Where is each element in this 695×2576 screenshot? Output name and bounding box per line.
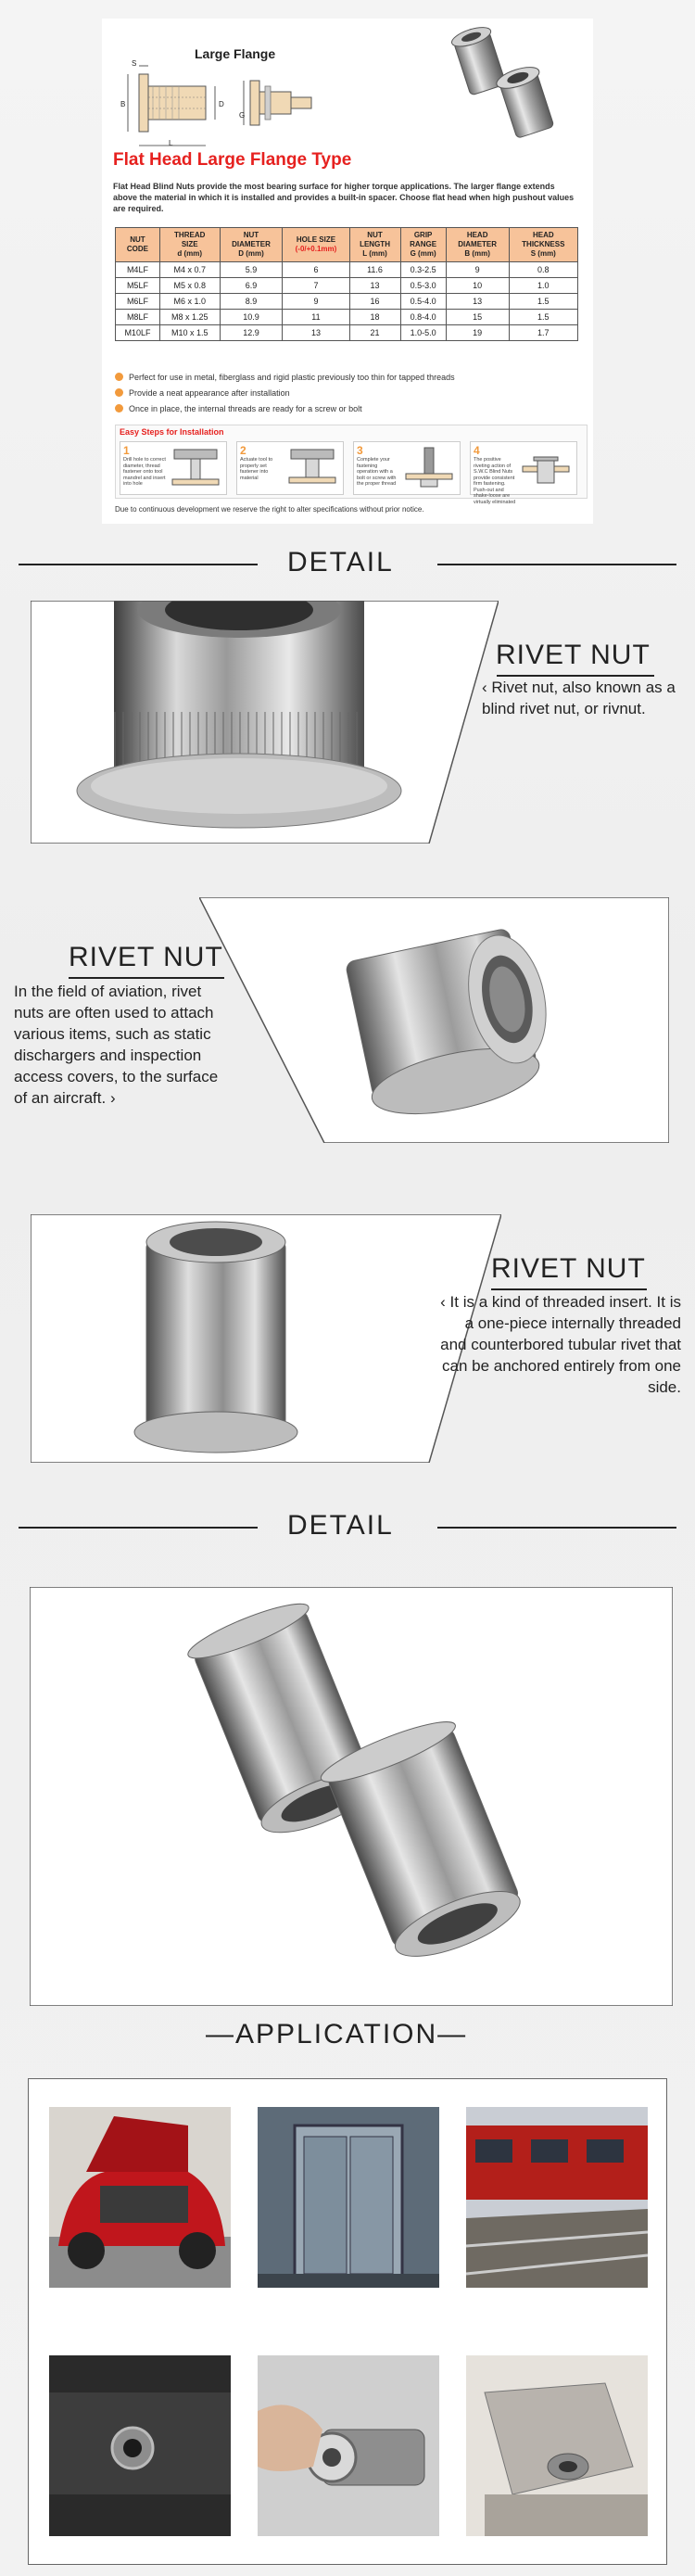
install-step-icon — [169, 446, 222, 492]
table-cell: M10LF — [116, 325, 160, 341]
table-cell: 19 — [446, 325, 509, 341]
table-cell: 13 — [283, 325, 349, 341]
detail-photo-2 — [199, 897, 669, 1143]
table-cell: 10 — [446, 278, 509, 294]
feature-item: Perfect for use in metal, fiberglass and rigid plastic previously too thin for tapped threads — [115, 369, 578, 385]
product-photo-small — [417, 19, 593, 148]
dim-s-label: S — [132, 59, 137, 68]
section-divider-right — [437, 564, 676, 565]
spec-title: Flat Head Large Flange Type — [113, 150, 352, 170]
table-cell: 1.0-5.0 — [400, 325, 446, 341]
table-cell: 0.5-3.0 — [400, 278, 446, 294]
installation-steps — [115, 425, 588, 505]
spec-table-header-cell: HEAD DIAMETER B (mm) — [446, 228, 509, 262]
detail-photo-1 — [31, 601, 499, 844]
table-cell: M5LF — [116, 278, 160, 294]
table-cell: 9 — [446, 262, 509, 278]
table-cell: M6 x 1.0 — [159, 294, 220, 310]
spec-description: Flat Head Blind Nuts provide the most bearing surface for higher torque applications. The larger flange extends above the material in which it is installed and provides a built-in spacer. Choose flat head when high pushout values are required. — [113, 182, 575, 213]
table-cell: 0.3-2.5 — [400, 262, 446, 278]
section-title-detail: DETAIL — [287, 1510, 394, 1541]
dim-g-label: G — [239, 111, 246, 120]
spec-table-header-cell: GRIP RANGE G (mm) — [400, 228, 446, 262]
dimension-diagram — [111, 60, 343, 162]
table-cell: 11 — [283, 310, 349, 325]
table-row — [116, 325, 578, 341]
application-car-photo — [49, 2107, 231, 2288]
detail-text-2: In the field of aviation, rivet nuts are often used to attach various items, such as static dischargers and inspection access covers, to the surface of an aircraft. › — [14, 983, 219, 1107]
table-cell: 12.9 — [220, 325, 283, 341]
feature-item: Provide a neat appearance after installation — [115, 385, 578, 400]
table-cell: M6LF — [116, 294, 160, 310]
install-step-icon — [402, 446, 456, 492]
install-step: 2 Actuate tool to properly set fastener into material — [236, 441, 344, 495]
dim-b-label: B — [120, 100, 126, 108]
feature-item: Once in place, the internal threads are ready for a screw or bolt — [115, 400, 578, 416]
installation-title: Easy Steps for Installation — [120, 427, 224, 437]
install-step: 1 Drill hole to correct diameter, thread fastener onto tool mandrel and insert into hole — [120, 441, 227, 495]
bullet-icon — [115, 373, 123, 381]
table-cell: M4LF — [116, 262, 160, 278]
table-cell: 15 — [446, 310, 509, 325]
table-cell: 10.9 — [220, 310, 283, 325]
table-cell: 1.0 — [509, 278, 577, 294]
detail-text-1: ‹ Rivet nut, also known as a blind rivet nut, or rivnut. — [482, 679, 676, 717]
table-cell: 1.5 — [509, 294, 577, 310]
chevron-left-icon: ‹ — [482, 679, 492, 696]
spec-table-header-cell: HOLE SIZE (-0/+0.1mm) — [283, 228, 349, 262]
table-cell: 9 — [283, 294, 349, 310]
section-divider-left — [19, 1527, 258, 1529]
install-step: 3 Complete your fastening operation with a bolt or screw with the proper thread — [353, 441, 461, 495]
table-cell: M10 x 1.5 — [159, 325, 220, 341]
detail-text-3: ‹ It is a kind of threaded insert. It is a one-piece internally threaded and counterbored tubular rivet that can be anchored entirely from one side. — [440, 1293, 681, 1396]
section-title-detail: DETAIL — [287, 547, 394, 577]
table-cell: 6.9 — [220, 278, 283, 294]
spec-table — [115, 227, 578, 341]
table-cell: 18 — [349, 310, 400, 325]
table-cell: 7 — [283, 278, 349, 294]
detail-photo-large — [30, 1587, 673, 2006]
spec-table-header-cell: NUT DIAMETER D (mm) — [220, 228, 283, 262]
spec-table-header-cell: HEAD THICKNESS S (mm) — [509, 228, 577, 262]
install-step: 4 The positive riveting action of S.W.C Blind Nuts provide consistent firm fastening. Push-out and shake-loose are virtually eliminated — [470, 441, 577, 495]
section-title-application: —APPLICATION— — [206, 2019, 468, 2049]
table-cell: M8LF — [116, 310, 160, 325]
chevron-right-icon: › — [106, 1089, 116, 1107]
table-cell: M5 x 0.8 — [159, 278, 220, 294]
bullet-icon — [115, 404, 123, 412]
spec-footnote: Due to continuous development we reserve the right to alter specifications without prior notice. — [115, 505, 424, 514]
large-flange-label: Large Flange — [195, 46, 276, 61]
detail-title-1: RIVET NUT — [496, 640, 651, 670]
spec-table-header-cell: NUT LENGTH L (mm) — [349, 228, 400, 262]
table-cell: 0.8-4.0 — [400, 310, 446, 325]
table-row — [116, 278, 578, 294]
table-cell: 6 — [283, 262, 349, 278]
table-cell: 8.9 — [220, 294, 283, 310]
application-panel-photo — [49, 2355, 231, 2536]
table-cell: 0.5-4.0 — [400, 294, 446, 310]
spec-table-header-row — [116, 228, 578, 262]
table-cell: 5.9 — [220, 262, 283, 278]
spec-table-header-cell: NUT CODE — [116, 228, 160, 262]
table-row — [116, 294, 578, 310]
table-cell: 21 — [349, 325, 400, 341]
feature-list — [115, 369, 578, 416]
chevron-left-icon: ‹ — [440, 1293, 450, 1311]
install-step-icon — [285, 446, 339, 492]
table-cell: M8 x 1.25 — [159, 310, 220, 325]
section-divider-right — [437, 1527, 676, 1529]
application-train-photo — [466, 2107, 648, 2288]
title-underline — [69, 977, 224, 979]
dim-d-label: D — [219, 100, 224, 108]
table-cell: 13 — [349, 278, 400, 294]
application-bracket-photo — [466, 2355, 648, 2536]
detail-photo-3 — [31, 1214, 501, 1463]
dim-l-label: L — [169, 139, 173, 147]
application-tool-photo — [258, 2355, 439, 2536]
spec-sheet — [102, 19, 593, 524]
table-row — [116, 310, 578, 325]
table-cell: 1.5 — [509, 310, 577, 325]
section-divider-left — [19, 564, 258, 565]
application-gallery — [28, 2078, 667, 2565]
bullet-icon — [115, 388, 123, 397]
table-cell: 13 — [446, 294, 509, 310]
detail-title-2: RIVET NUT — [69, 942, 223, 972]
spec-table-body — [116, 262, 578, 341]
table-row — [116, 262, 578, 278]
install-step-icon — [519, 446, 573, 492]
detail-title-3: RIVET NUT — [491, 1253, 646, 1284]
table-cell: 11.6 — [349, 262, 400, 278]
title-underline — [491, 1288, 647, 1290]
table-cell: M4 x 0.7 — [159, 262, 220, 278]
table-cell: 0.8 — [509, 262, 577, 278]
application-elevator-photo — [258, 2107, 439, 2288]
table-cell: 16 — [349, 294, 400, 310]
spec-table-header-cell: THREAD SIZE d (mm) — [159, 228, 220, 262]
table-cell: 1.7 — [509, 325, 577, 341]
